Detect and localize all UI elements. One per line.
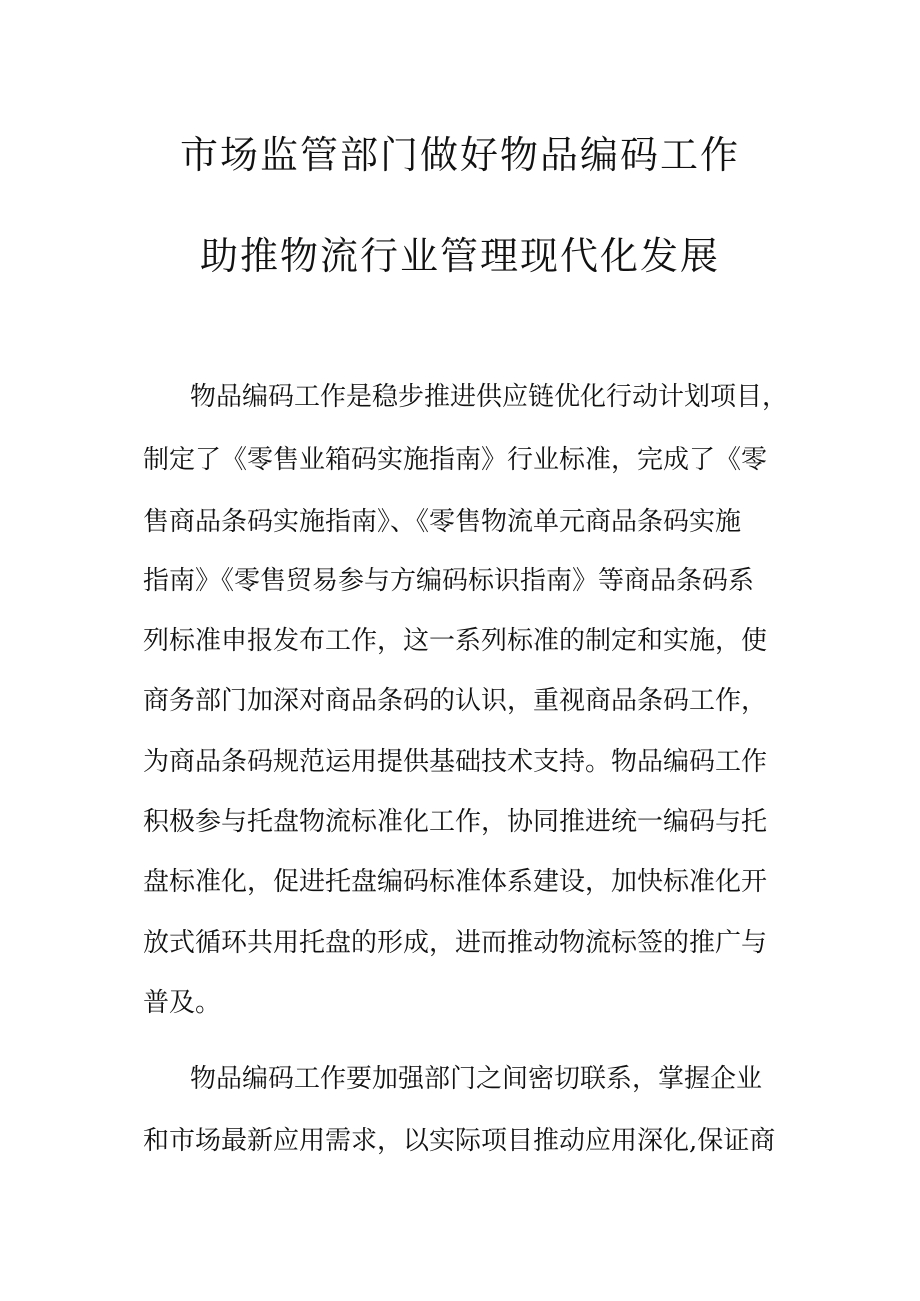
paragraph-1-line-3: 售商品条码实施指南》、《零售物流单元商品条码实施 <box>143 507 742 537</box>
document-title-line-1: 市场监管部门做好物品编码工作 <box>179 133 740 177</box>
paragraph-1-line-7: 为商品条码规范运用提供基础技术支持。物品编码工作 <box>143 747 768 777</box>
paragraph-1-line-9: 盘标准化，促进托盘编码标准体系建设，加快标准化开 <box>143 867 768 897</box>
paragraph-1-line-10: 放式循环共用托盘的形成，进而推动物流标签的推广与 <box>143 928 768 958</box>
paragraph-1-line-2: 制定了《零售业箱码实施指南》行业标准，完成了《零 <box>143 445 768 475</box>
paragraph-1-line-1: 物品编码工作是稳步推进供应链优化行动计划项目， <box>190 382 789 412</box>
paragraph-1-line-8: 积极参与托盘物流标准化工作，协同推进统一编码与托 <box>143 807 768 837</box>
paragraph-1-line-4: 指南》《零售贸易参与方编码标识指南》等商品条码系 <box>143 566 755 596</box>
paragraph-2-line-2: 和市场最新应用需求，以实际项目推动应用深化,保证商 <box>143 1126 776 1156</box>
document-title-line-2: 助推物流行业管理现代化发展 <box>199 234 720 278</box>
paragraph-1-line-5: 列标准申报发布工作，这一系列标准的制定和实施，使 <box>143 626 768 656</box>
paragraph-1-line-6: 商务部门加深对商品条码的认识，重视商品条码工作， <box>143 686 768 716</box>
paragraph-2-line-1: 物品编码工作要加强部门之间密切联系，掌握企业 <box>190 1064 763 1094</box>
paragraph-1-line-11: 普及。 <box>143 988 222 1018</box>
